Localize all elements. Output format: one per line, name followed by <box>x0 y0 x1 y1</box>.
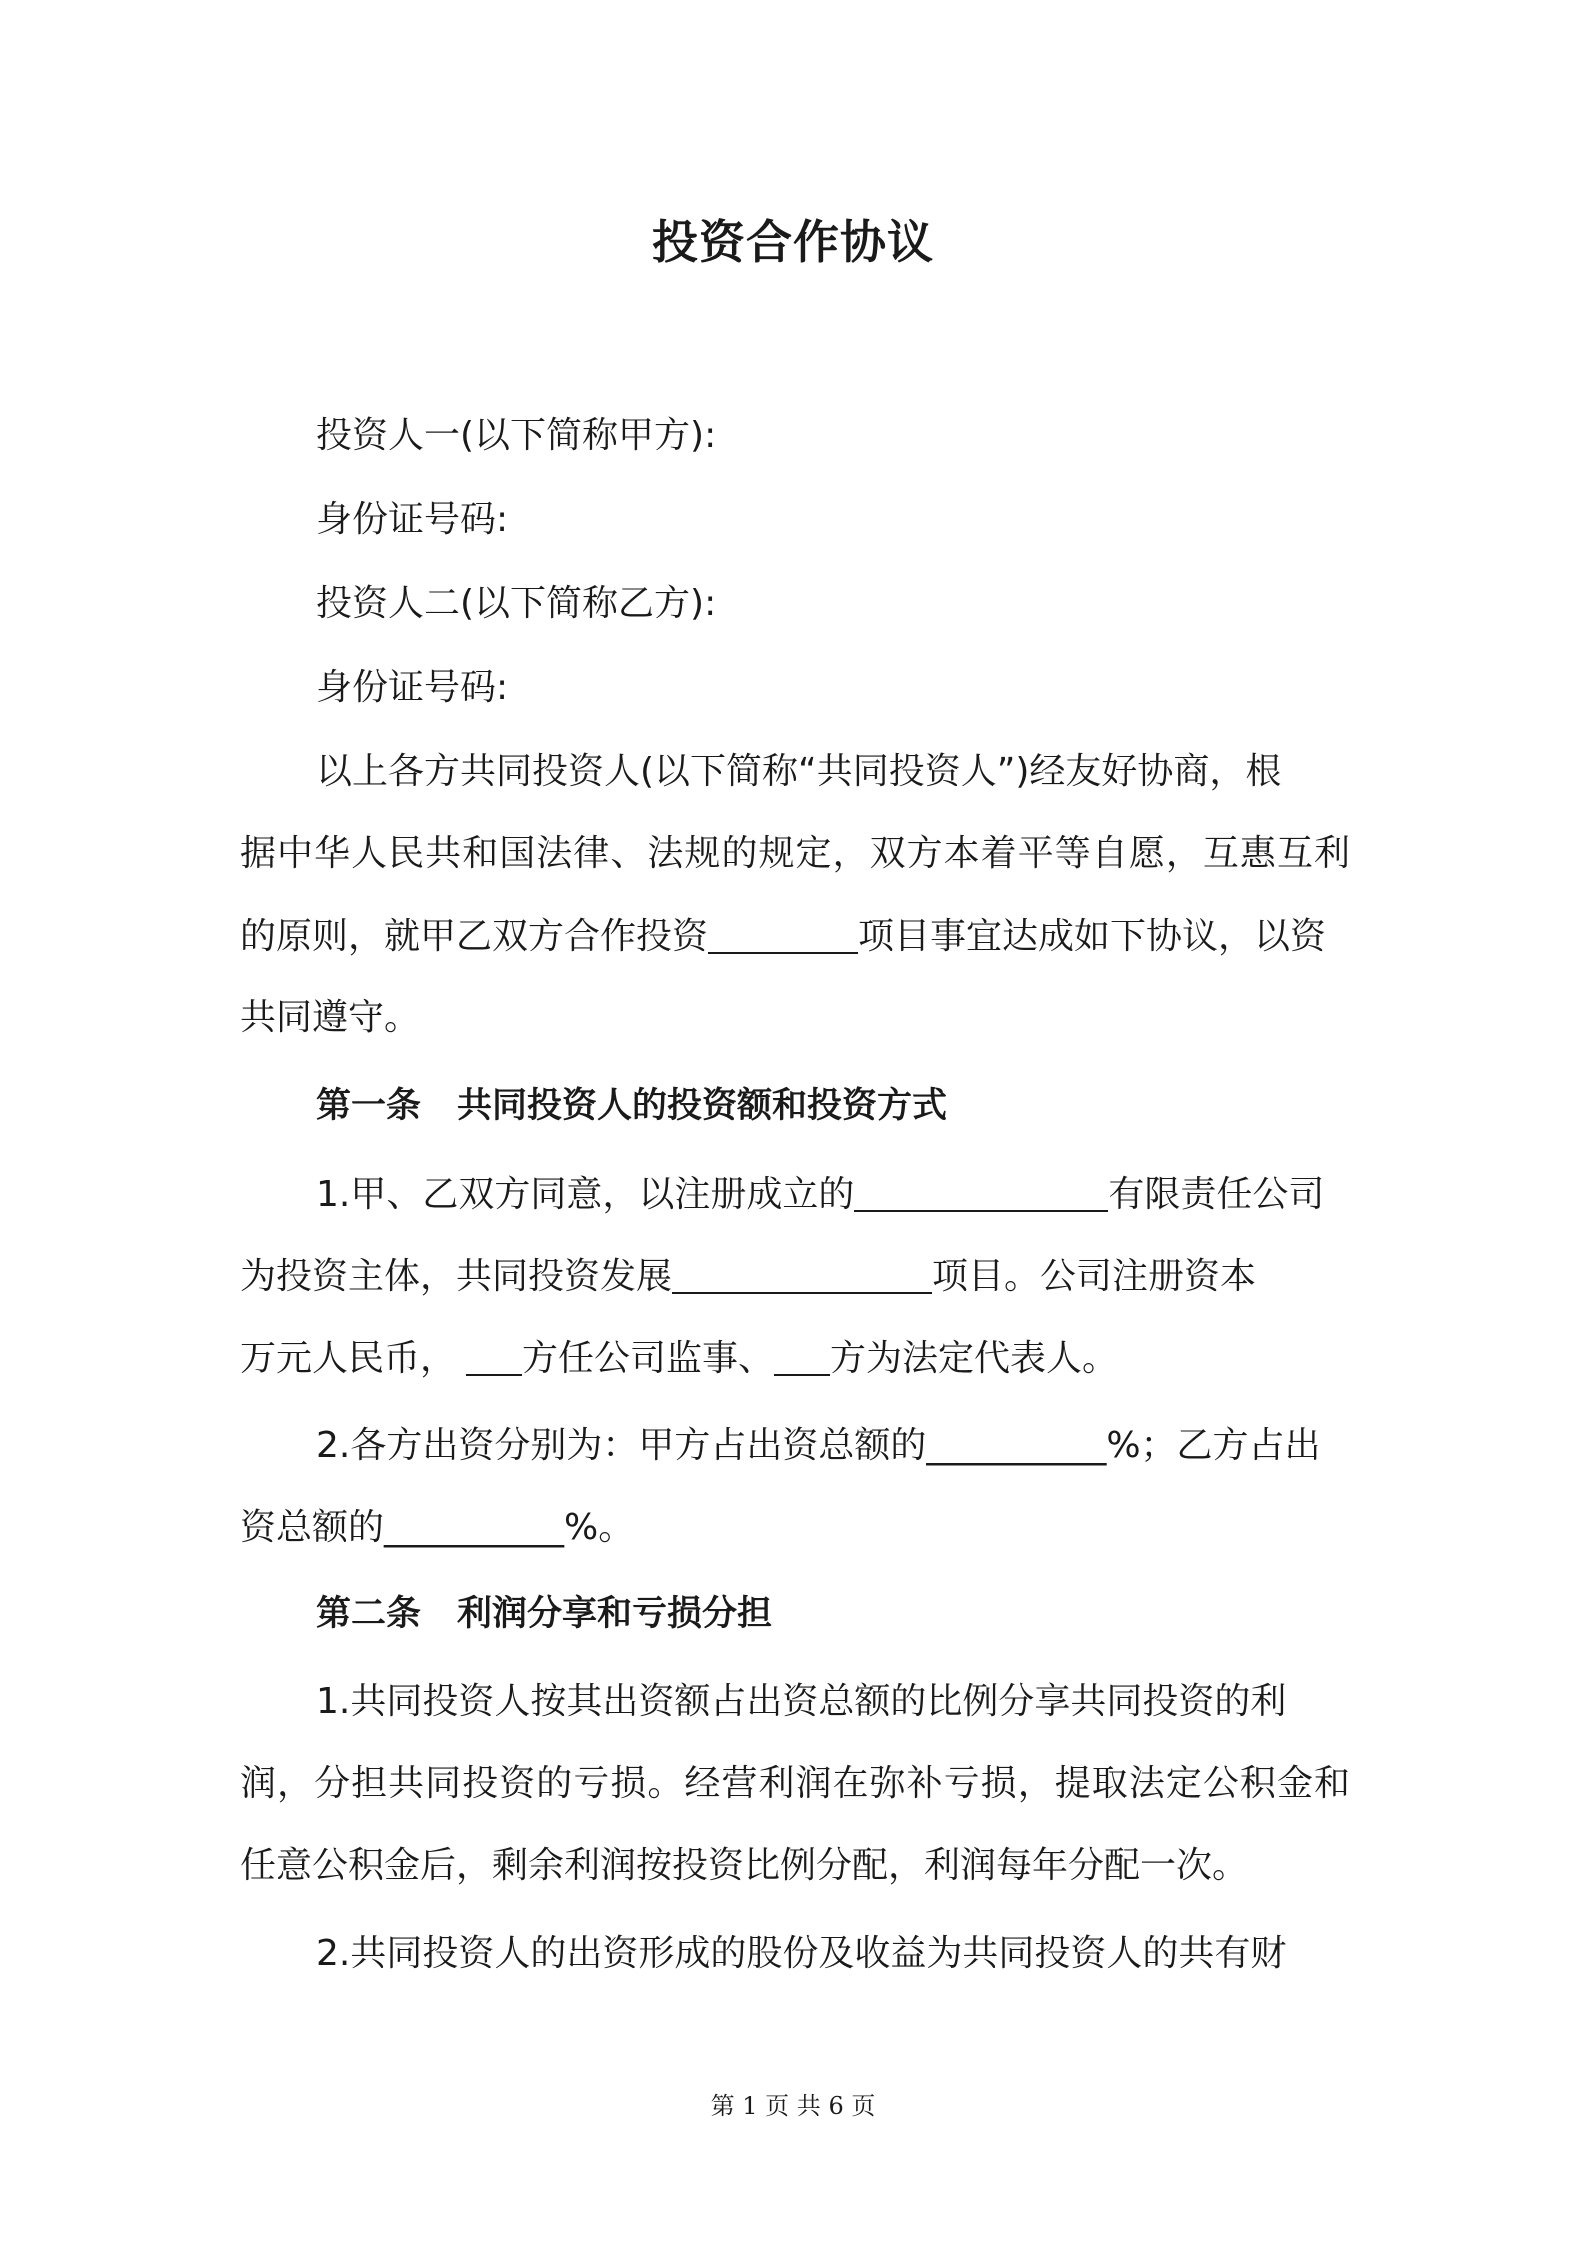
document-title: 投资合作协议 <box>652 215 934 269</box>
preamble-text-3a: 的原则，就甲乙双方合作投资 <box>240 916 709 957</box>
clause-text: 为投资主体，共同投资发展 <box>240 1256 673 1297</box>
clause-text: 1.甲、乙双方同意，以注册成立的 <box>316 1174 855 1215</box>
supervisor-party-blank <box>466 1334 522 1376</box>
preamble-line-2 <box>240 830 1350 878</box>
article-1-clause-2-line-1: 2.各方出资分别为：甲方占出资总额的__________%；乙方占出 <box>316 1425 1321 1466</box>
article-2-number: 第二条 <box>316 1594 422 1634</box>
article-1-clause-2-line-2: 资总额的__________%。 <box>240 1507 635 1548</box>
party-b-id-label: 身份证号码: <box>316 667 509 708</box>
article-1-title: 共同投资人的投资额和投资方式 <box>457 1086 948 1126</box>
article-1-number: 第一条 <box>316 1086 422 1126</box>
article-2-clause-1-line-1: 1.共同投资人按其出资额占出资总额的比例分享共同投资的利 <box>316 1681 1287 1722</box>
party-a-label: 投资人一(以下简称甲方): <box>316 415 717 456</box>
article-2-clause-1-line-3: 任意公积金后，剩余利润按投资比例分配，利润每年分配一次。 <box>240 1845 1249 1886</box>
article-1-clause-1-line-3 <box>240 1334 1350 1383</box>
article-2-clause-2-line-1: 2.共同投资人的出资形成的股份及收益为共同投资人的共有财 <box>316 1933 1287 1974</box>
clause-text: 方任公司监事、 <box>522 1338 775 1379</box>
article-2-clause-1-line-2 <box>240 1760 1350 1808</box>
clause-text: 润，分担共同投资的亏损。经营利润在弥补亏损，提取法定公积金和 <box>240 1763 1350 1804</box>
clause-text: 万元人民币， <box>240 1338 457 1379</box>
clause-text: 方为法定代表人。 <box>830 1338 1119 1379</box>
article-2-heading <box>316 1590 1426 1638</box>
clause-text: 项目。公司注册资本 <box>932 1256 1257 1297</box>
preamble-line-3 <box>240 912 1350 961</box>
party-a-id-label: 身份证号码: <box>316 499 509 540</box>
project-blank <box>672 1252 932 1294</box>
article-1-clause-1-line-1 <box>316 1170 1426 1219</box>
project-name-blank <box>708 912 858 954</box>
article-2-title: 利润分享和亏损分担 <box>457 1594 773 1634</box>
party-b-label: 投资人二(以下简称乙方): <box>316 583 717 624</box>
preamble-text-1: 以上各方共同投资人(以下简称“共同投资人”)经友好协商，根 <box>316 751 1282 792</box>
preamble-line-4: 共同遵守。 <box>240 997 421 1038</box>
clause-text: 有限责任公司 <box>1108 1174 1325 1215</box>
preamble-text-3b: 项目事宜达成如下协议，以资 <box>858 916 1327 957</box>
page-number-footer: 第 1 页 共 6 页 <box>710 2092 876 2120</box>
article-1-clause-1-line-2 <box>240 1252 1350 1301</box>
preamble-line-1 <box>316 748 1350 796</box>
representative-party-blank <box>774 1334 830 1376</box>
preamble-text-2: 据中华人民共和国法律、法规的规定，双方本着平等自愿，互惠互利 <box>240 833 1350 874</box>
article-1-heading <box>316 1082 1426 1130</box>
company-name-blank <box>854 1170 1108 1212</box>
